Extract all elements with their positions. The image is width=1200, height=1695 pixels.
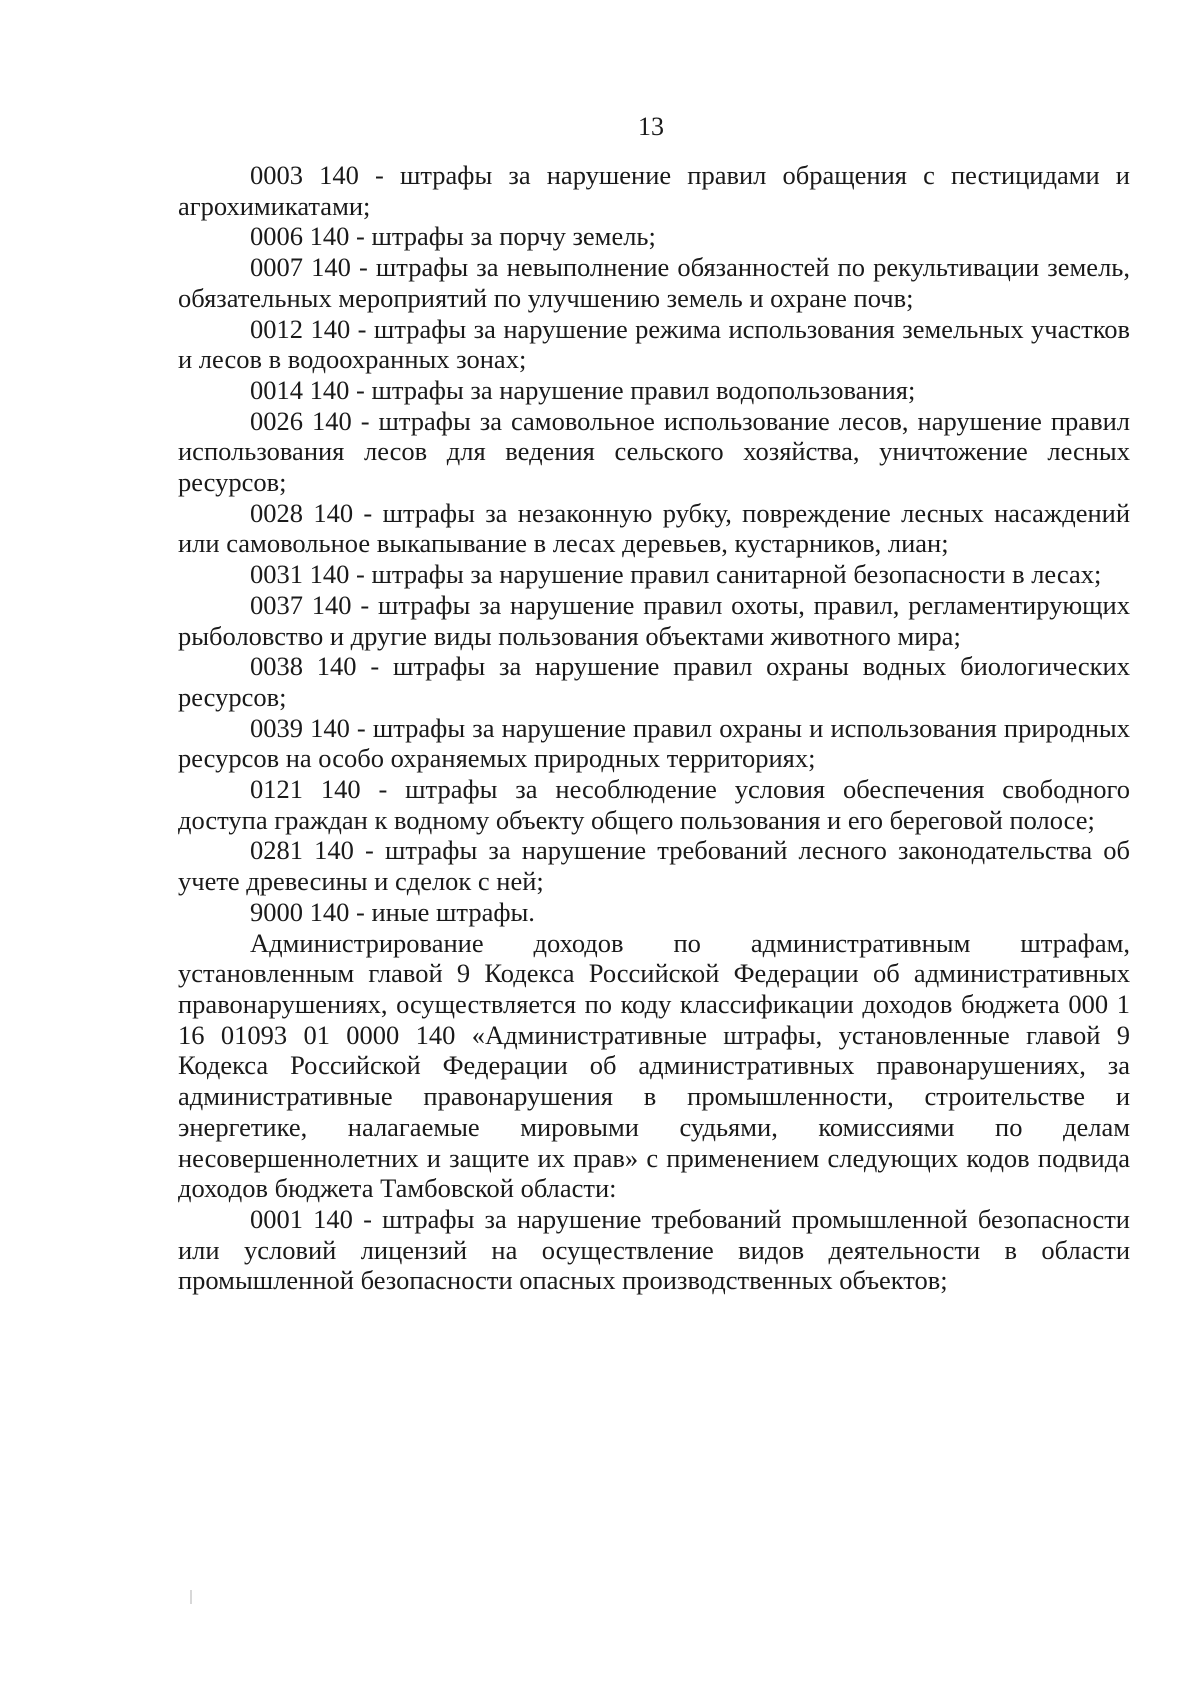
- paragraph-code-0007: 0007 140 - штрафы за невыполнение обязанностей по рекультивации земель, обязательных мероприятий по улучшению земель и охране почв;: [178, 252, 1130, 313]
- paragraph-code-0121: 0121 140 - штрафы за несоблюдение условия обеспечения свободного доступа граждан к водному объекту общего пользования и его береговой полосе;: [178, 774, 1130, 835]
- document-body: [178, 160, 1130, 1296]
- paragraph-code-0037: 0037 140 - штрафы за нарушение правил охоты, правил, регламентирующих рыболовство и другие виды пользования объектами животного мира;: [178, 589, 1130, 651]
- paragraph-code-0001: 0001 140 - штрафы за нарушение требований промышленной безопасности или условий лицензий на осуществление видов деятельности в области промышленной безопасности опасных производственных объектов;: [178, 1203, 1130, 1296]
- paragraph-code-0012: 0012 140 - штрафы за нарушение режима использования земельных участков и лесов в водоохранных зонах;: [178, 313, 1130, 375]
- paragraph-code-0039: 0039 140 - штрафы за нарушение правил охраны и использования природных ресурсов на особо охраняемых природных территориях;: [178, 712, 1130, 774]
- page-number: 13: [638, 112, 664, 141]
- paragraph-code-0038: 0038 140 - штрафы за нарушение правил охраны водных биологических ресурсов;: [178, 651, 1130, 712]
- paragraph-code-0028: 0028 140 - штрафы за незаконную рубку, повреждение лесных насаждений или самовольное выкапывание в лесах деревьев, кустарников, лиан;: [178, 497, 1130, 559]
- paragraph-administration-chapter-9: Администрирование доходов по административным штрафам, установленным главой 9 Кодекса Российской Федерации об административных правонарушениях, осуществляется по коду классификации доходов бюджета 000 1 16 01093 01 0000 140 «Административные штрафы, установленные главой 9 Кодекса Российской Федерации об административных правонарушениях, за административные правонарушения в промышленности, строительстве и энергетике, налагаемые мировыми судьями, комиссиями по делам несовершеннолетних и защите их прав» с применением следующих кодов подвида доходов бюджета Тамбовской области:: [178, 927, 1130, 1204]
- paragraph-code-0281: 0281 140 - штрафы за нарушение требований лесного законодательства об учете древесины и сделок с ней;: [178, 835, 1130, 897]
- paragraph-code-0031: 0031 140 - штрафы за нарушение правил санитарной безопасности в лесах;: [250, 559, 1102, 590]
- paragraph-code-9000: 9000 140 - иные штрафы.: [250, 896, 535, 927]
- paragraph-code-0003: 0003 140 - штрафы за нарушение правил обращения с пестицидами и агрохимикатами;: [178, 160, 1130, 221]
- scan-mark: [190, 1590, 192, 1604]
- paragraph-code-0006: 0006 140 - штрафы за порчу земель;: [250, 221, 656, 252]
- paragraph-code-0014: 0014 140 - штрафы за нарушение правил водопользования;: [250, 374, 916, 405]
- paragraph-code-0026: 0026 140 - штрафы за самовольное использование лесов, нарушение правил использования лесов для ведения сельского хозяйства, уничтожение лесных ресурсов;: [178, 405, 1130, 498]
